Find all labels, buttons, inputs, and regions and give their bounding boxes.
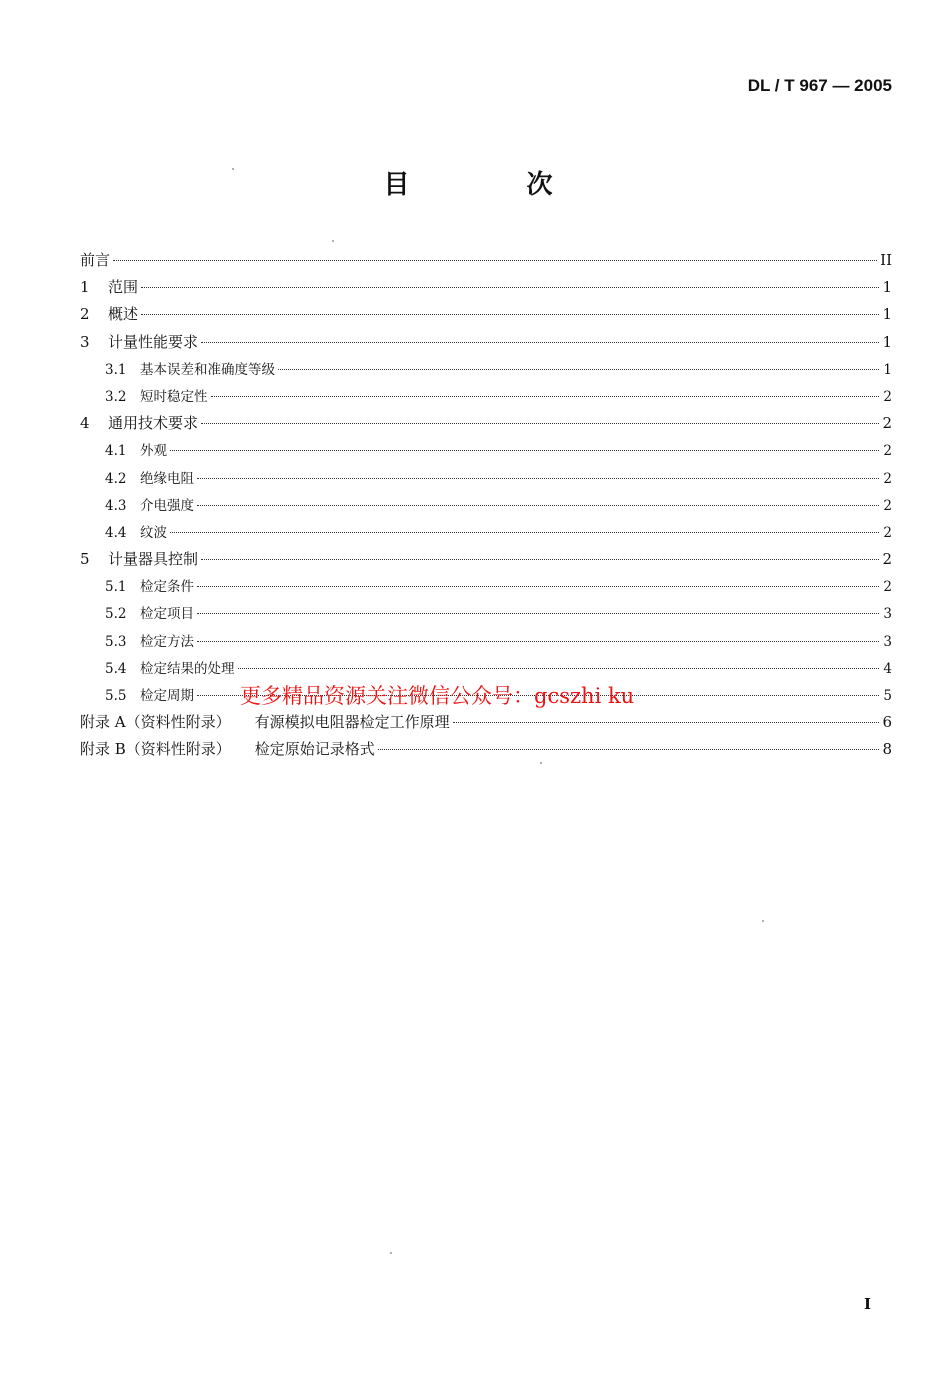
toc-entry-page: 2 [883, 579, 892, 596]
toc-leader-dots [197, 613, 879, 614]
standard-code: DL / T 967 — 2005 [747, 76, 892, 95]
toc-entry-2[interactable] [80, 303, 892, 330]
toc-entry-label: 概述 [108, 305, 139, 324]
toc-entry-3[interactable] [80, 331, 892, 358]
toc-entry-label: 检定项目 [140, 606, 194, 623]
scan-speck [332, 240, 334, 242]
toc-leader-dots [238, 668, 880, 669]
toc-leader-dots [170, 532, 879, 533]
toc-entry-label: 基本误差和准确度等级 [140, 361, 275, 378]
toc-leader-dots [278, 369, 879, 370]
watermark-text: 更多精品资源关注微信公众号：gcszhi ku [240, 684, 635, 708]
toc-entry-page: 1 [882, 278, 892, 297]
toc-entry-page: 1 [883, 361, 892, 378]
toc-entry-5-3[interactable] [80, 630, 892, 657]
toc-entry-page: 8 [882, 740, 892, 759]
toc-entry-page: 2 [883, 388, 892, 405]
toc-entry-number: 5.2 [105, 606, 127, 623]
toc-appendix-tag: 附录 B（资料性附录） [80, 740, 231, 759]
toc-entry-number: 4 [80, 414, 90, 433]
toc-leader-dots [141, 314, 879, 315]
toc-entry-1[interactable] [80, 276, 892, 303]
toc-entry-page: 2 [882, 550, 892, 569]
toc-entry-number: 4.2 [105, 470, 127, 487]
scan-speck [762, 920, 764, 922]
toc-entry-number: 5.3 [105, 633, 127, 650]
toc-entry-page: 2 [883, 524, 892, 541]
toc-entry-label: 绝缘电阻 [140, 470, 194, 487]
toc-leader-dots [113, 260, 877, 261]
toc-leader-dots [197, 586, 879, 587]
toc-entry-number: 3.2 [105, 388, 127, 405]
toc-entry-4-4[interactable] [80, 521, 892, 548]
toc-entry-page: 3 [883, 633, 892, 650]
toc-entry-4-2[interactable] [80, 467, 892, 494]
toc-entry-label: 短时稳定性 [140, 388, 208, 405]
toc-entry-number: 5.4 [105, 660, 127, 677]
toc-entry-label: 检定方法 [140, 633, 194, 650]
toc-entry-number: 4.1 [105, 443, 127, 460]
toc-entry-number: 5.1 [105, 579, 127, 596]
toc-entry-label: 外观 [140, 443, 167, 460]
toc-entry-5-2[interactable] [80, 602, 892, 629]
toc-entry-4-3[interactable] [80, 494, 892, 521]
toc-entry-number: 3.1 [105, 361, 127, 378]
toc-leader-dots [201, 342, 879, 343]
toc-entry-page: 2 [882, 414, 892, 433]
toc-entry-4[interactable] [80, 412, 892, 439]
toc-entry-label: 检定周期 [140, 688, 194, 704]
toc-appendix-tag: 附录 A（资料性附录） [80, 713, 231, 732]
toc-entry-number: 3 [80, 332, 90, 351]
toc-entry-page: 2 [883, 470, 892, 487]
toc-entry-4-1[interactable] [80, 439, 892, 466]
toc-leader-dots [201, 423, 879, 424]
toc-entry-page: 2 [883, 497, 892, 514]
toc-entry-label: 检定原始记录格式 [254, 740, 375, 759]
toc-entry-label: 介电强度 [140, 497, 194, 514]
toc-entry-number: 4.3 [105, 497, 127, 514]
toc-leader-dots [197, 641, 879, 642]
toc-leader-dots [170, 450, 879, 451]
toc-leader-dots [453, 722, 879, 723]
toc-entry-page: II [880, 251, 892, 269]
scan-speck [540, 762, 542, 764]
toc-entry-page: 4 [883, 660, 892, 677]
toc-entry-label: 通用技术要求 [108, 414, 199, 433]
toc-entry-number: 2 [80, 305, 90, 324]
toc-entry-page: 2 [883, 443, 892, 460]
page-number: I [864, 1295, 872, 1313]
toc-leader-dots [197, 478, 879, 479]
toc-entry-foreword[interactable] [80, 249, 892, 276]
toc-entry-appendix-b[interactable] [80, 738, 892, 765]
toc-entry-label: 检定结果的处理 [140, 660, 235, 677]
toc-leader-dots [141, 287, 879, 288]
toc-leader-dots [378, 749, 879, 750]
toc-entry-label: 计量器具控制 [108, 550, 199, 569]
toc-entry-3-2[interactable] [80, 385, 892, 412]
toc-entry-appendix-a[interactable] [80, 711, 892, 738]
scan-speck [232, 168, 234, 170]
toc-entry-label: 范围 [108, 278, 139, 297]
toc-leader-dots [197, 505, 879, 506]
toc-entry-5-1[interactable] [80, 575, 892, 602]
toc-leader-dots [201, 559, 879, 560]
toc-entry-number: 5.5 [105, 688, 127, 704]
toc-entry-5[interactable] [80, 548, 892, 575]
toc-entry-label: 计量性能要求 [108, 332, 199, 351]
toc-entry-number: 1 [80, 278, 90, 297]
toc-leader-dots [211, 396, 880, 397]
page-title: 目 次 [383, 170, 607, 200]
toc-entry-number: 4.4 [105, 524, 127, 541]
toc-entry-page: 1 [882, 305, 892, 324]
toc-entry-label: 检定条件 [140, 579, 194, 596]
toc-entry-label: 有源模拟电阻器检定工作原理 [254, 713, 450, 732]
toc-entry-page: 6 [882, 713, 892, 732]
toc-entry-page: 1 [882, 332, 892, 351]
toc-entry-page: 3 [883, 606, 892, 623]
scan-speck [390, 1252, 392, 1254]
toc-entry-page: 5 [883, 688, 892, 704]
toc-entry-label: 纹波 [140, 524, 167, 541]
toc-entry-number: 5 [80, 550, 90, 569]
toc-entry-label: 前言 [80, 251, 111, 269]
toc-entry-3-1[interactable] [80, 358, 892, 385]
